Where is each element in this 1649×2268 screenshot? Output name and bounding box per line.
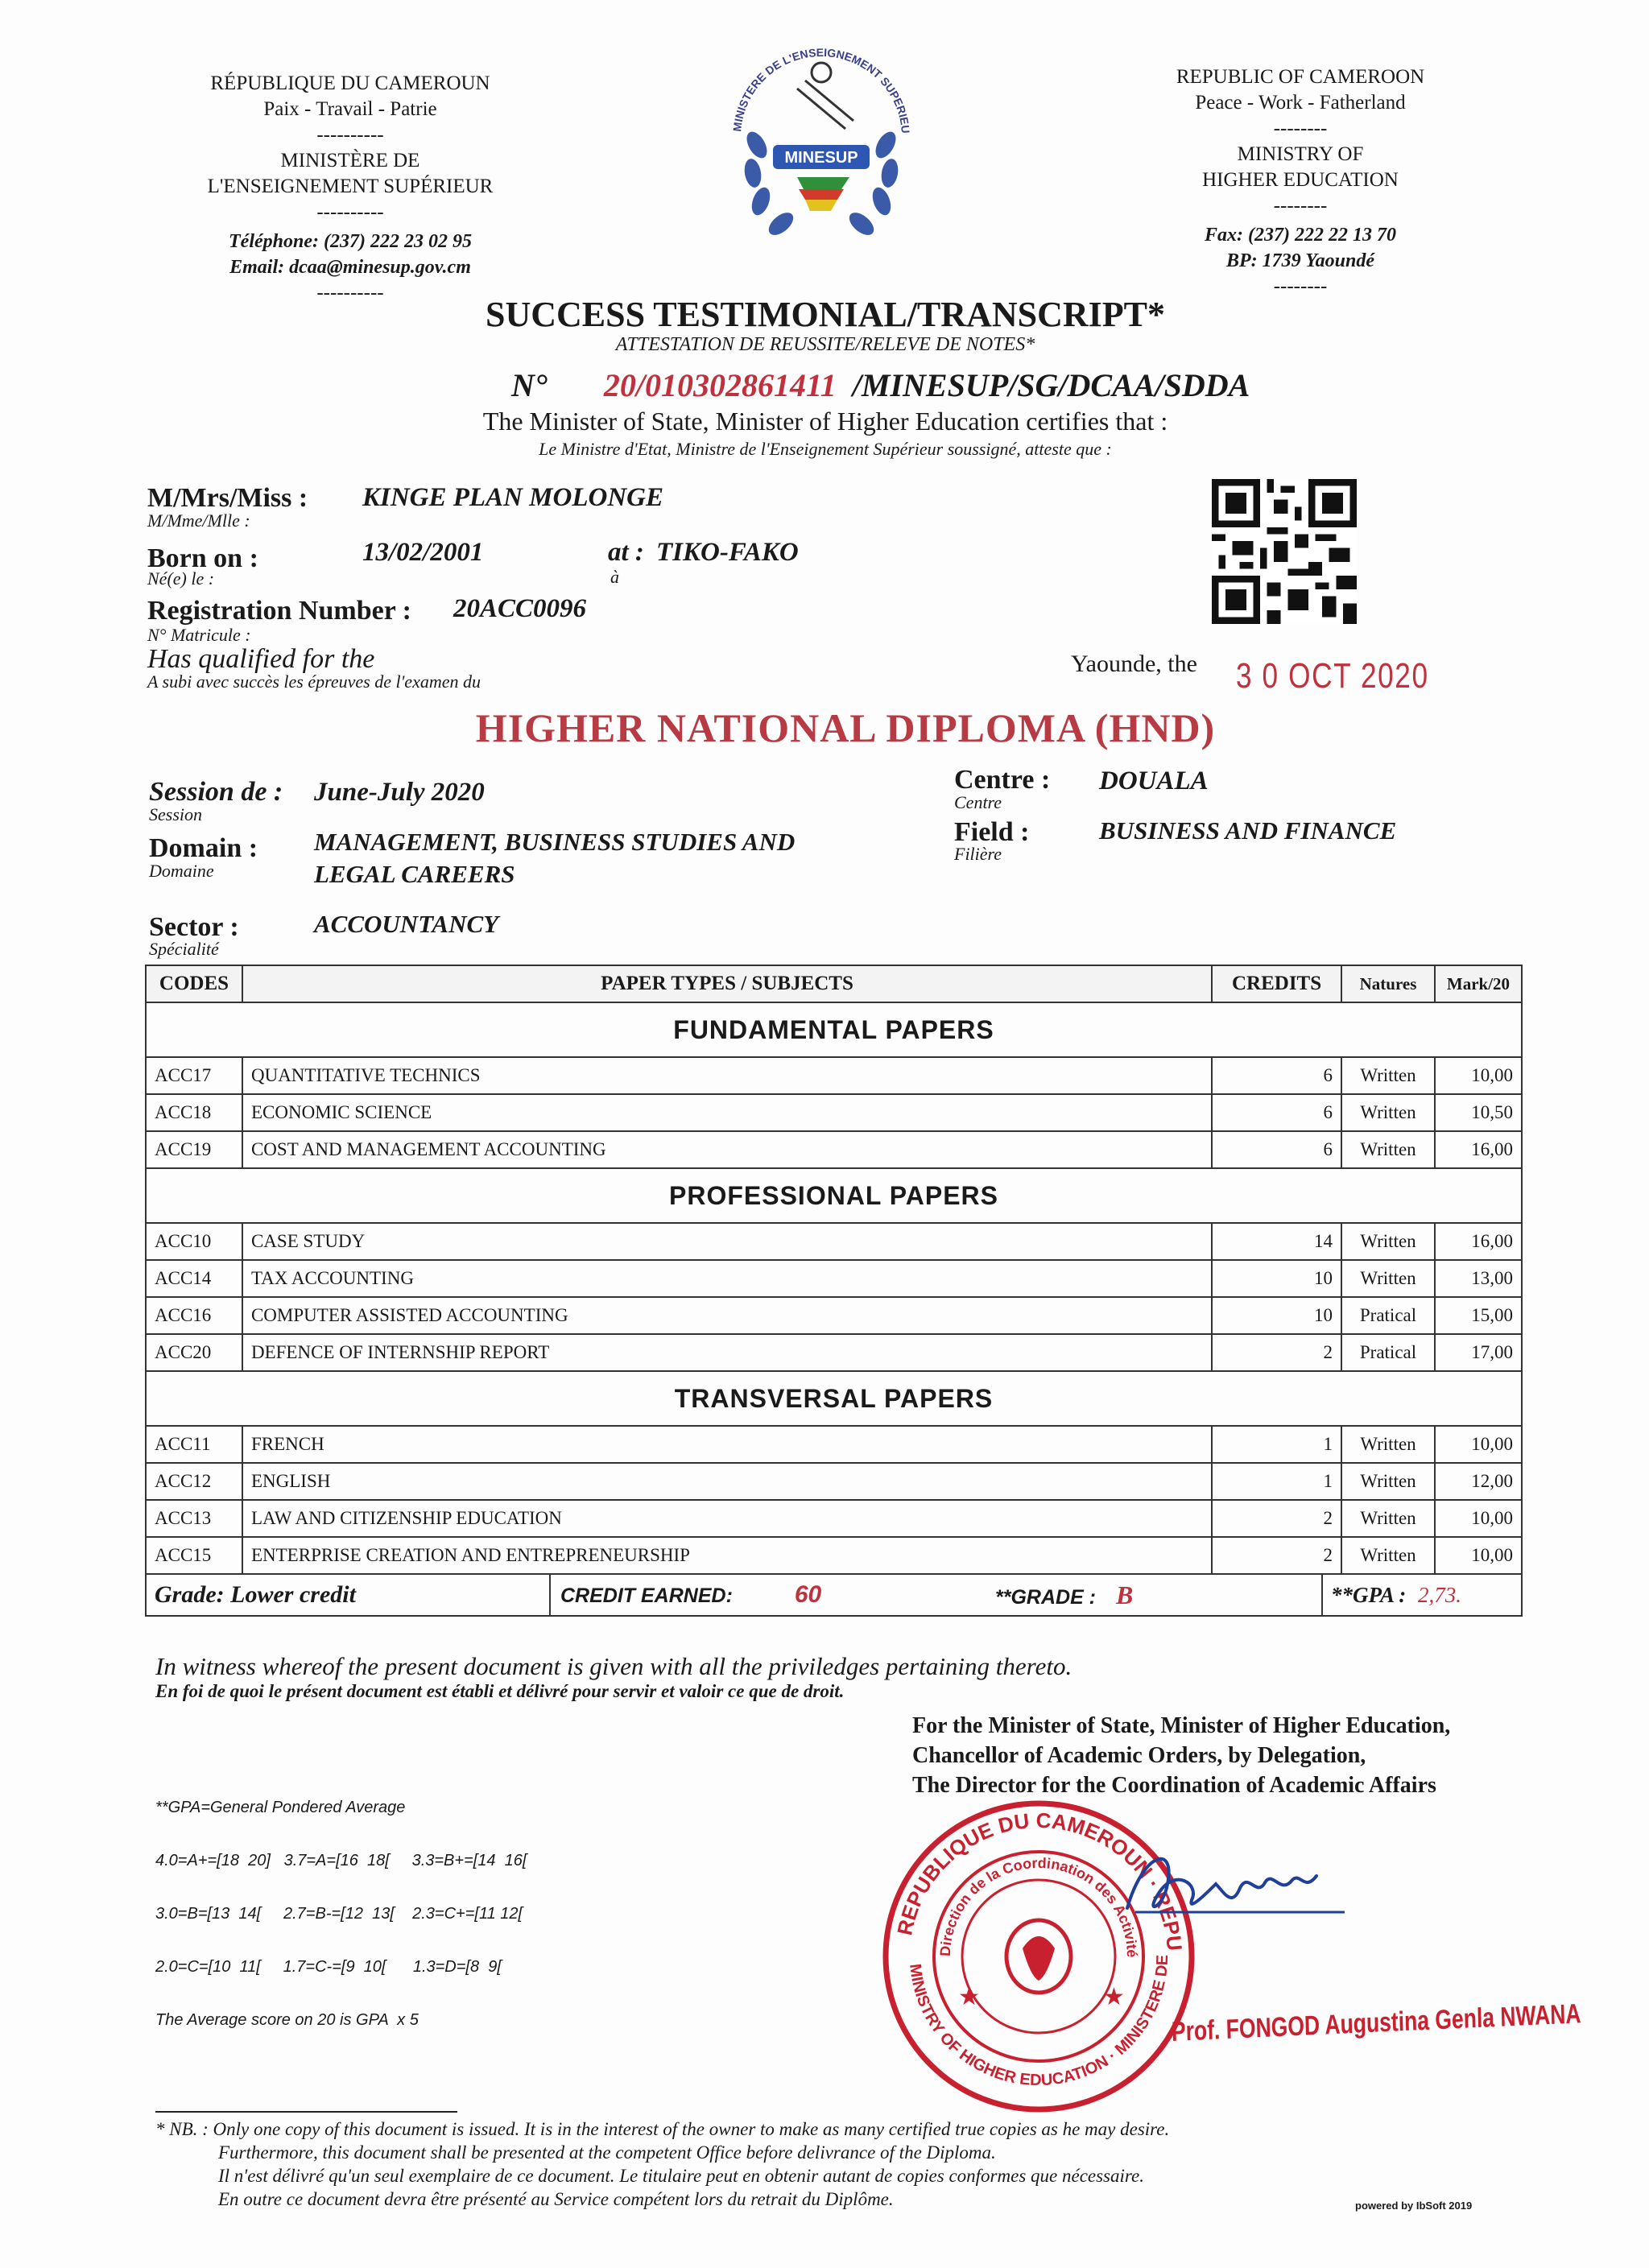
credits-cell: 10 [1212, 1297, 1341, 1334]
mark-cell: 16,00 [1435, 1131, 1522, 1168]
nb-notes [155, 2117, 1169, 2211]
gpa-label: **GPA : [1331, 1582, 1407, 1607]
qr-code-icon [1212, 479, 1357, 624]
section-title: TRANSVERSAL PAPERS [146, 1371, 1522, 1426]
separator: -------- [1273, 195, 1328, 217]
mark-cell: 10,00 [1435, 1426, 1522, 1463]
separator: ---------- [316, 282, 384, 304]
certifies-en: The Minister of State, Minister of Higher Education certifies that : [482, 407, 1168, 436]
svg-text:MINESUP: MINESUP [784, 149, 858, 167]
birth-place: TIKO-FAKO [656, 538, 799, 567]
credits-cell: 10 [1212, 1260, 1341, 1297]
document-number [511, 366, 1250, 404]
table-row [146, 1223, 1522, 1260]
nature-cell: Written [1341, 1223, 1435, 1260]
separator: ---------- [316, 201, 384, 223]
po-box: BP: 1739 Yaoundé [1225, 250, 1375, 271]
gpa-legend-line: The Average score on 20 is GPA x 5 [155, 2011, 419, 2029]
code-cell: ACC13 [146, 1500, 242, 1537]
signature-icon [1111, 1836, 1353, 1932]
signatory-line-3: The Director for the Coordination of Academic Affairs [912, 1773, 1436, 1798]
credit-earned-label: CREDIT EARNED: [560, 1584, 733, 1607]
nature-cell: Written [1341, 1131, 1435, 1168]
credits-cell: 6 [1212, 1057, 1341, 1094]
mark-cell: 12,00 [1435, 1463, 1522, 1500]
subject-cell: COMPUTER ASSISTED ACCOUNTING [242, 1297, 1212, 1334]
code-cell: ACC15 [146, 1537, 242, 1574]
field-value: BUSINESS AND FINANCE [1099, 816, 1397, 845]
mark-cell: 10,00 [1435, 1500, 1522, 1537]
qualified-fr: A subi avec succès les épreuves de l'examen du [147, 671, 481, 692]
witness-fr: En foi de quoi le présent document est établi et délivré pour servir et valoir ce que de droit. [155, 1681, 845, 1701]
credits-cell: 2 [1212, 1537, 1341, 1574]
gpa-legend-line: 3.0=B=[13 14[ 2.7=B-=[12 13[ 2.3=C+=[11 12[ [155, 1905, 523, 1923]
document-title: SUCCESS TESTIMONIAL/TRANSCRIPT* [486, 295, 1165, 334]
table-row [146, 1537, 1522, 1574]
subject-cell: DEFENCE OF INTERNSHIP REPORT [242, 1334, 1212, 1371]
sector-value: ACCOUNTANCY [314, 910, 499, 938]
table-row [146, 1500, 1522, 1537]
ministry-fr-1: MINISTÈRE DE [280, 150, 420, 171]
subject-cell: LAW AND CITIZENSHIP EDUCATION [242, 1500, 1212, 1537]
handwritten-signature [1111, 1836, 1353, 1932]
grade-value-label: **GRADE : [995, 1586, 1097, 1609]
svg-text:MINISTERE DE L'ENSEIGNEMENT SU: MINISTERE DE L'ENSEIGNEMENT SUPERIEU [730, 45, 912, 134]
witness-en: In witness whereof the present document is given with all the priviledges pertaining thereto. [155, 1652, 1072, 1680]
nature-cell: Written [1341, 1537, 1435, 1574]
session-value: June-July 2020 [314, 778, 485, 807]
qualified-en: Has qualified for the [147, 644, 375, 674]
gpa-legend [155, 1763, 527, 2047]
section-row [146, 1371, 1522, 1426]
gpa-legend-line: **GPA=General Pondered Average [155, 1799, 406, 1816]
separator: ---------- [316, 124, 384, 146]
credits-cell: 14 [1212, 1223, 1341, 1260]
mark-cell: 15,00 [1435, 1297, 1522, 1334]
svg-text:★: ★ [958, 1984, 980, 2010]
separator: -------- [1273, 118, 1328, 139]
header-left [125, 71, 576, 306]
nature-cell: Written [1341, 1463, 1435, 1500]
code-cell: ACC18 [146, 1094, 242, 1131]
number-value: 20/010302861411 [603, 367, 837, 403]
credit-earned [551, 1581, 995, 1609]
section-row [146, 1168, 1522, 1223]
credits-cell: 2 [1212, 1334, 1341, 1371]
mark-cell: 10,00 [1435, 1537, 1522, 1574]
table-row [146, 1297, 1522, 1334]
nb-line-2: Furthermore, this document shall be presented at the competent Office before delivrance of the Diploma. [218, 2142, 996, 2163]
ministry-fr-2: L'ENSEIGNEMENT SUPÉRIEUR [207, 176, 494, 197]
header-codes: CODES [146, 965, 242, 1002]
subject-cell: QUANTITATIVE TECHNICS [242, 1057, 1212, 1094]
signatory-name: Prof. FONGOD Augustina Genla NWANA [1171, 1998, 1581, 2047]
grades-table [145, 965, 1523, 1617]
gpa-legend-line: 2.0=C=[10 11[ 1.7=C-=[9 10[ 1.3=D=[8 9[ [155, 1958, 502, 1976]
gpa-box [1323, 1583, 1461, 1608]
nb-divider [155, 2111, 457, 2113]
subject-cell: ECONOMIC SCIENCE [242, 1094, 1212, 1131]
registration-label: Registration Number : [147, 596, 411, 626]
session-label-fr: Session [149, 804, 202, 824]
table-row [146, 1260, 1522, 1297]
country-en: REPUBLIC OF CAMEROON [1176, 66, 1425, 88]
motto-fr: Paix - Travail - Patrie [263, 98, 437, 120]
gpa-value: 2,73. [1418, 1582, 1461, 1607]
sector-label: Sector : [149, 912, 239, 942]
nature-cell: Pratical [1341, 1297, 1435, 1334]
session-label: Session de : [149, 777, 283, 807]
code-cell: ACC16 [146, 1297, 242, 1334]
sector-label-fr: Spécialité [149, 939, 219, 959]
code-cell: ACC17 [146, 1057, 242, 1094]
signatory-line-1: For the Minister of State, Minister of Higher Education, [912, 1713, 1451, 1738]
credits-cell: 6 [1212, 1131, 1341, 1168]
grade-box [995, 1575, 1323, 1615]
nature-cell: Written [1341, 1260, 1435, 1297]
nature-cell: Pratical [1341, 1334, 1435, 1371]
document-subtitle: ATTESTATION DE REUSSITE/RELEVE DE NOTES* [615, 334, 1035, 355]
svg-text:★: ★ [1103, 1984, 1125, 2010]
credit-earned-value: 60 [794, 1581, 822, 1608]
table-row [146, 1334, 1522, 1371]
nb-line-4: En outre ce document devra être présenté au Service compétent lors du retrait du Diplôme. [218, 2189, 894, 2209]
phone: Téléphone: (237) 222 23 02 95 [229, 231, 472, 252]
subject-cell: FRENCH [242, 1426, 1212, 1463]
domain-label: Domain : [149, 833, 258, 863]
table-row [146, 1463, 1522, 1500]
domain-value-1: MANAGEMENT, BUSINESS STUDIES AND [314, 828, 796, 856]
code-cell: ACC12 [146, 1463, 242, 1500]
table-row [146, 1057, 1522, 1094]
minesup-emblem-icon [709, 16, 934, 258]
subject-cell: TAX ACCOUNTING [242, 1260, 1212, 1297]
name-label: M/Mrs/Miss : [147, 483, 308, 513]
student-name: KINGE PLAN MOLONGE [362, 483, 664, 512]
svg-text:MINISTRY OF HIGHER EDUCATION ·: MINISTRY OF HIGHER EDUCATION · MINISTERE DE [906, 1954, 1172, 2090]
city-date-label: Yaounde, the [1071, 651, 1197, 677]
svg-text:Direction de la Coordination d: Direction de la Coordination des Activité [936, 1854, 1141, 1958]
header-mark: Mark/20 [1435, 965, 1522, 1002]
registration-number: 20ACC0096 [453, 594, 587, 623]
nature-cell: Written [1341, 1094, 1435, 1131]
country-fr: RÉPUBLIQUE DU CAMEROUN [210, 72, 490, 94]
code-cell: ACC11 [146, 1426, 242, 1463]
mark-cell: 16,00 [1435, 1223, 1522, 1260]
separator: -------- [1273, 275, 1328, 297]
birth-place-label-fr: à [610, 567, 619, 587]
credits-cell: 2 [1212, 1500, 1341, 1537]
table-header-row [146, 965, 1522, 1002]
name-label-fr: M/Mme/Mlle : [147, 510, 250, 531]
diploma-title: HIGHER NATIONAL DIPLOMA (HND) [475, 705, 1216, 750]
table-row [146, 1426, 1522, 1463]
number-reference: /MINESUP/SG/DCAA/SDDA [852, 367, 1250, 403]
centre-label-fr: Centre [954, 792, 1002, 812]
registration-label-fr: N° Matricule : [147, 625, 251, 645]
subject-cell: CASE STUDY [242, 1223, 1212, 1260]
mark-cell: 10,00 [1435, 1057, 1522, 1094]
section-title: FUNDAMENTAL PAPERS [146, 1002, 1522, 1057]
signatory-line-2: Chancellor of Academic Orders, by Delegation, [912, 1743, 1366, 1768]
qr-code [1212, 479, 1357, 624]
minesup-logo [709, 16, 934, 258]
signatory-block [912, 1711, 1450, 1800]
email: Email: dcaa@minesup.gov.cm [229, 257, 471, 278]
mark-cell: 10,50 [1435, 1094, 1522, 1131]
credits-cell: 1 [1212, 1426, 1341, 1463]
nb-line-1: * NB. : Only one copy of this document is issued. It is in the interest of the owner to make as many certified true copies as he may desire. [155, 2119, 1170, 2139]
header-credits: CREDITS [1212, 965, 1341, 1002]
number-label: N° [511, 367, 548, 403]
birth-place-label: at : [608, 538, 644, 567]
mark-cell: 17,00 [1435, 1334, 1522, 1371]
motto-en: Peace - Work - Fatherland [1195, 92, 1406, 114]
code-cell: ACC20 [146, 1334, 242, 1371]
grade-label: Grade: Lower credit [147, 1575, 551, 1615]
domain-label-fr: Domaine [149, 861, 214, 881]
date-stamp: 3 0 OCT 2020 [1236, 656, 1429, 696]
fax: Fax: (237) 222 22 13 70 [1205, 225, 1396, 246]
centre-label: Centre : [954, 765, 1051, 795]
field-label: Field : [954, 817, 1030, 847]
table-footer-row [146, 1574, 1522, 1616]
birth-date: 13/02/2001 [362, 538, 484, 567]
nature-cell: Written [1341, 1057, 1435, 1094]
code-cell: ACC19 [146, 1131, 242, 1168]
born-label: Born on : [147, 543, 258, 573]
header-natures: Natures [1341, 965, 1435, 1002]
centre-value: DOUALA [1099, 766, 1209, 795]
gpa-legend-line: 4.0=A+=[18 20] 3.7=A=[16 18[ 3.3=B+=[14 16[ [155, 1852, 527, 1869]
header-right [1075, 64, 1526, 300]
subject-cell: ENGLISH [242, 1463, 1212, 1500]
subject-cell: ENTERPRISE CREATION AND ENTREPRENEURSHIP [242, 1537, 1212, 1574]
certifies-fr: Le Ministre d'Etat, Ministre de l'Enseignement Supérieur soussigné, atteste que : [539, 439, 1112, 459]
nature-cell: Written [1341, 1426, 1435, 1463]
born-label-fr: Né(e) le : [147, 568, 215, 589]
nature-cell: Written [1341, 1500, 1435, 1537]
domain-value-2: LEGAL CAREERS [314, 860, 515, 888]
mark-cell: 13,00 [1435, 1260, 1522, 1297]
section-row [146, 1002, 1522, 1057]
credits-cell: 6 [1212, 1094, 1341, 1131]
grade-value: B [1115, 1580, 1134, 1609]
svg-text:REPUBLIQUE DU CAMEROUN · REPUB: REPUBLIQUE DU CAMEROUN · REPU [892, 1807, 1188, 1952]
powered-by: powered by IbSoft 2019 [1355, 2200, 1473, 2212]
table-row [146, 1094, 1522, 1131]
ministry-en-1: MINISTRY OF [1237, 143, 1364, 165]
credits-cell: 1 [1212, 1463, 1341, 1500]
table-row [146, 1131, 1522, 1168]
ministry-en-2: HIGHER EDUCATION [1202, 169, 1399, 191]
code-cell: ACC14 [146, 1260, 242, 1297]
nb-line-3: Il n'est délivré qu'un seul exemplaire de ce document. Le titulaire peut en obtenir autant de copies conformes que nécessaire. [218, 2166, 1144, 2186]
code-cell: ACC10 [146, 1223, 242, 1260]
field-label-fr: Filière [954, 844, 1002, 864]
section-title: PROFESSIONAL PAPERS [146, 1168, 1522, 1223]
header-subjects: PAPER TYPES / SUBJECTS [242, 965, 1212, 1002]
subject-cell: COST AND MANAGEMENT ACCOUNTING [242, 1131, 1212, 1168]
